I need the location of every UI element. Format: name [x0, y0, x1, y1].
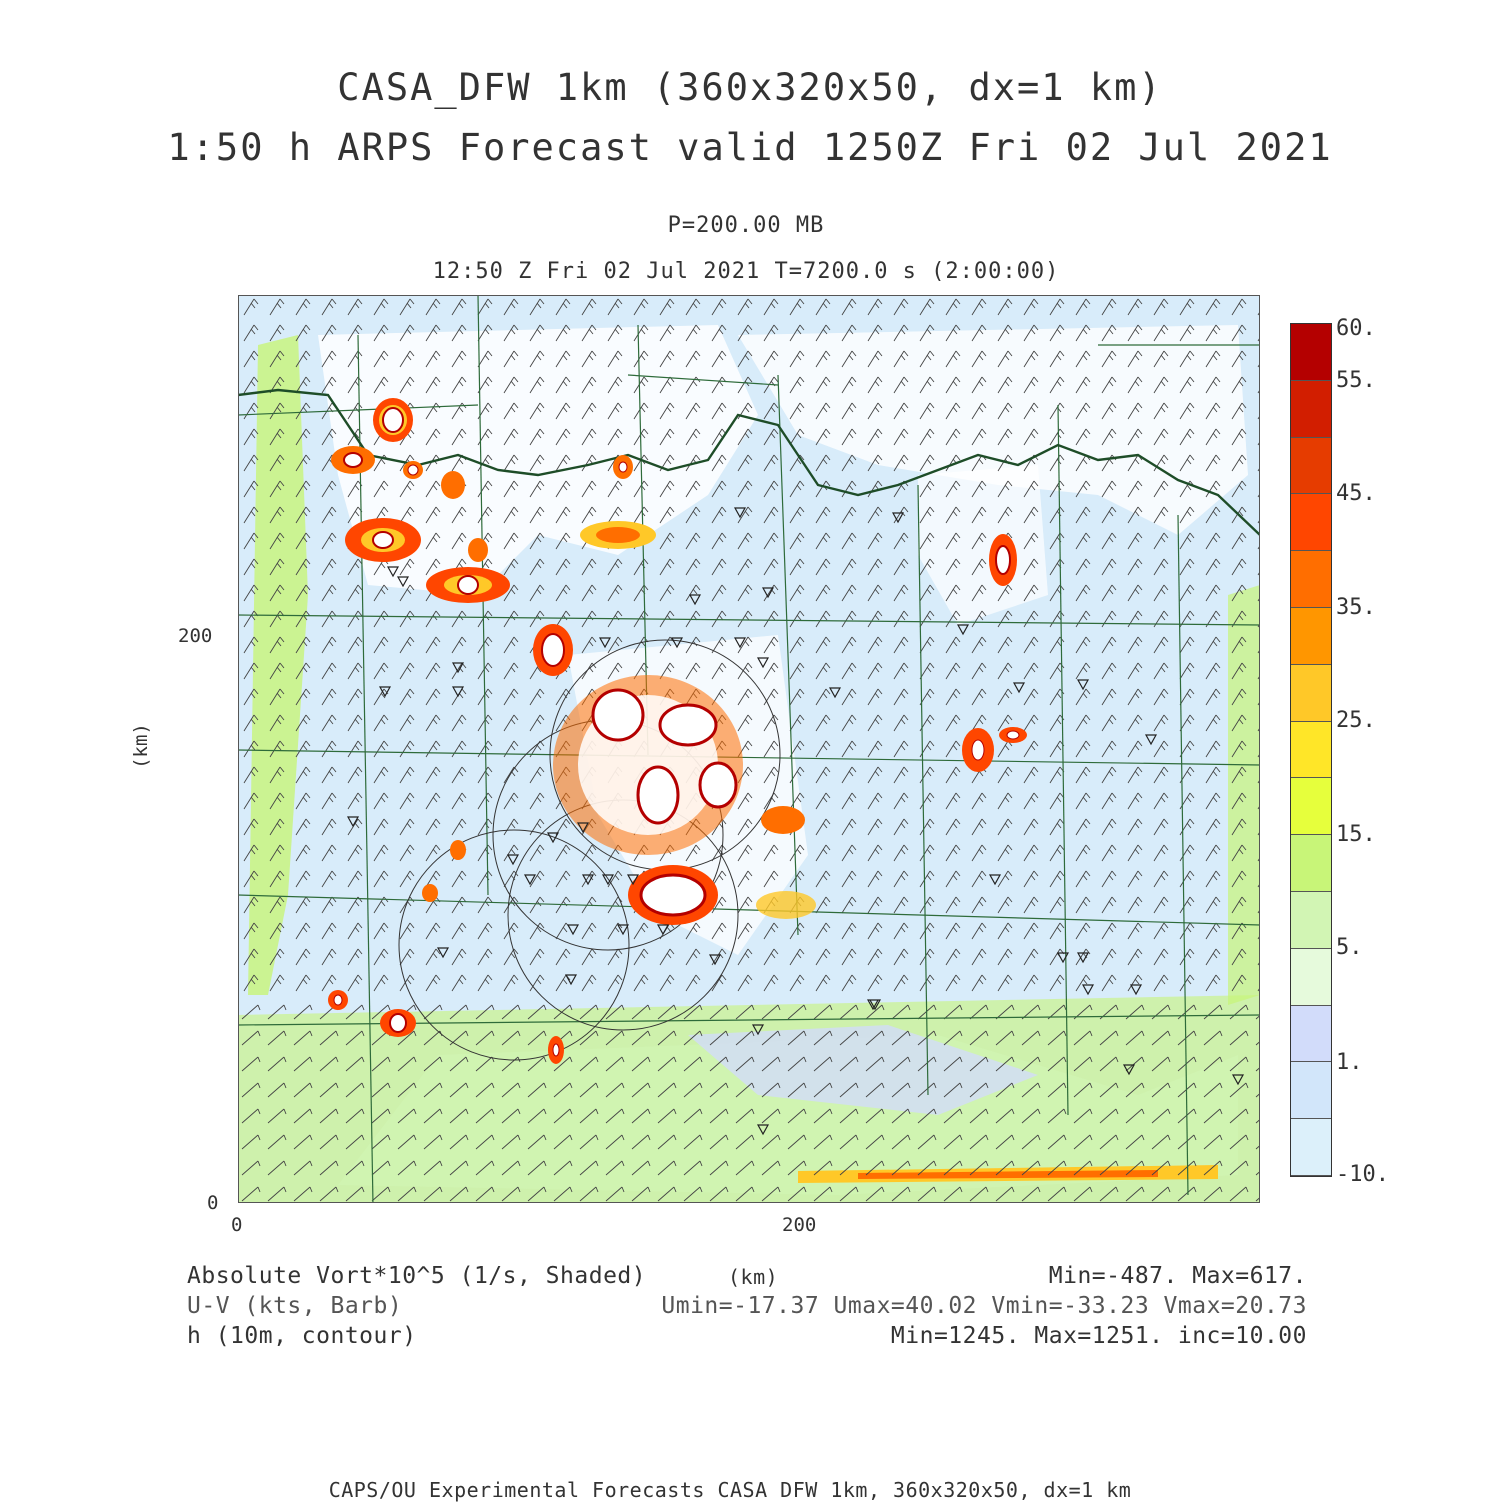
- cb-label-5: 5.: [1336, 935, 1363, 960]
- vort-cell: [328, 990, 348, 1010]
- cb-label-neg10: -10.: [1336, 1162, 1389, 1187]
- credit-line: CAPS/OU Experimental Forecasts CASA DFW 1km, 360x320x50, dx=1 km: [328, 1478, 1132, 1502]
- pressure-level: P=200.00 MB: [667, 213, 825, 238]
- vort-cell: [468, 538, 488, 562]
- cb-label-60: 60.: [1336, 316, 1376, 341]
- y-tick-200: 200: [178, 625, 213, 647]
- colorbar-segment: [1291, 835, 1331, 892]
- field1-stats: Min=-487. Max=617.: [1048, 1263, 1307, 1289]
- colorbar-segment: [1291, 608, 1331, 665]
- vort-cell: [756, 891, 816, 919]
- y-tick-0: 0: [207, 1192, 219, 1214]
- vort-cell: [331, 446, 375, 474]
- cb-label-15: 15.: [1336, 822, 1376, 847]
- vort-cell: [450, 840, 466, 860]
- x-axis-label: (km): [728, 1265, 779, 1289]
- vort-cell: [345, 518, 421, 562]
- vort-cell: [548, 1036, 564, 1064]
- map-plot-area: [238, 295, 1260, 1203]
- cb-label-25: 25.: [1336, 708, 1376, 733]
- colorbar-segment: [1291, 1119, 1331, 1176]
- colorbar-segment: [1291, 438, 1331, 495]
- vort-cell: [989, 534, 1017, 586]
- vort-cell: [962, 728, 994, 772]
- vort-cell: [426, 567, 510, 603]
- colorbar-segment: [1291, 665, 1331, 722]
- vort-cell: [613, 455, 633, 479]
- colorbar-segment: [1291, 1006, 1331, 1063]
- x-tick-0: 0: [231, 1214, 243, 1236]
- vort-cell: [999, 727, 1027, 743]
- x-tick-200: 200: [782, 1214, 817, 1236]
- colorbar-segment: [1291, 381, 1331, 438]
- vort-cell: [403, 461, 423, 479]
- cb-label-55: 55.: [1336, 368, 1376, 393]
- colorbar-segment: [1291, 494, 1331, 551]
- field3-stats: Min=1245. Max=1251. inc=10.00: [890, 1323, 1307, 1349]
- vorticity-map: [238, 295, 1260, 1203]
- vort-cell: [373, 398, 413, 442]
- vort-cell: [441, 471, 465, 499]
- field2-label: U-V (kts, Barb): [187, 1293, 403, 1319]
- colorbar-segment: [1291, 722, 1331, 779]
- vort-cell: [761, 806, 805, 834]
- vort-cell: [422, 884, 438, 902]
- plot-title-line2: 1:50 h ARPS Forecast valid 1250Z Fri 02 Jul 2021: [167, 126, 1333, 169]
- colorbar-segment: [1291, 551, 1331, 608]
- field2-stats: Umin=-17.37 Umax=40.02 Vmin=-33.23 Vmax=20.73: [661, 1293, 1307, 1319]
- cb-label-1: 1.: [1336, 1050, 1363, 1075]
- colorbar-segment: [1291, 949, 1331, 1006]
- colorbar-segment: [1291, 778, 1331, 835]
- plot-title-line1: CASA_DFW 1km (360x320x50, dx=1 km): [337, 66, 1163, 109]
- vort-cell: [533, 624, 573, 676]
- cb-label-35: 35.: [1336, 595, 1376, 620]
- valid-time: 12:50 Z Fri 02 Jul 2021 T=7200.0 s (2:00:00): [432, 259, 1060, 284]
- vort-cell: [628, 865, 718, 925]
- colorbar-segment: [1291, 324, 1331, 381]
- cb-label-45: 45.: [1336, 481, 1376, 506]
- colorbar-segment: [1291, 892, 1331, 949]
- colorbar-segment: [1291, 1062, 1331, 1119]
- vort-cell: [380, 1009, 416, 1037]
- field3-label: h (10m, contour): [187, 1323, 417, 1349]
- vort-cell: [580, 521, 656, 549]
- y-axis-label: (km): [129, 723, 152, 769]
- field1-label: Absolute Vort*10^5 (1/s, Shaded): [187, 1263, 647, 1289]
- colorbar: [1290, 323, 1332, 1177]
- vort-cell-cluster: [553, 675, 743, 855]
